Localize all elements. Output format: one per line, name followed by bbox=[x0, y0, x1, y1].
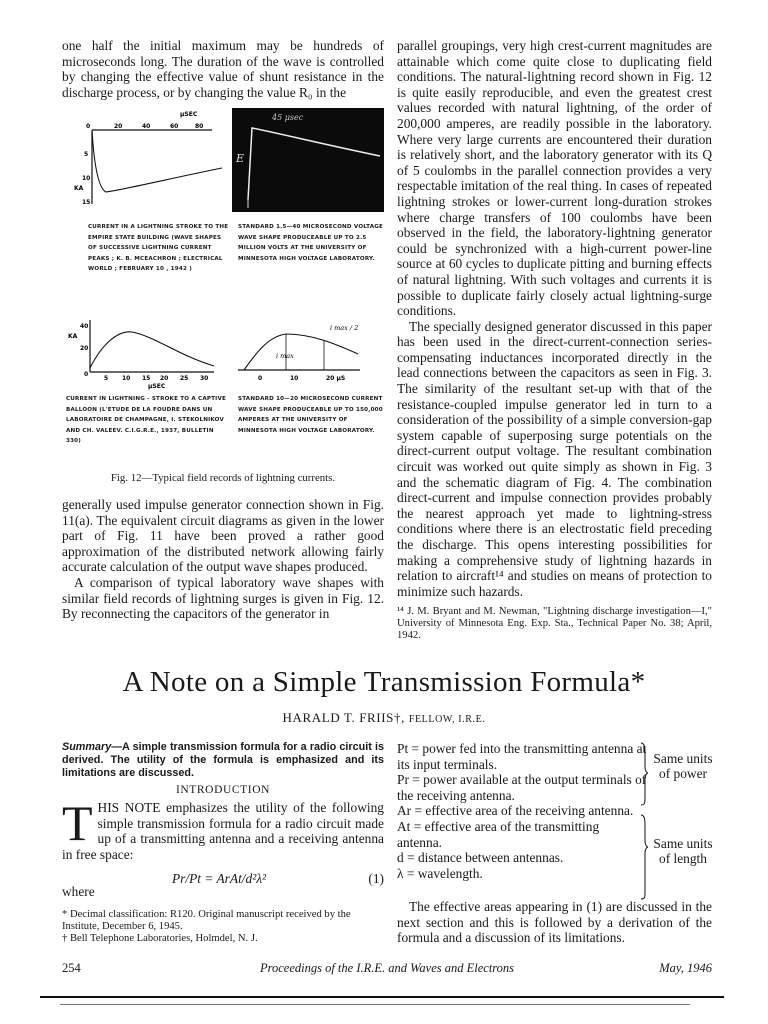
brace-power: Same units of power bbox=[653, 751, 713, 781]
paragraph: A comparison of typical laboratory wave shapes with similar field records of lightning surges is given in Fig. 12. By reconnecting the capacitors of the generator in bbox=[62, 574, 384, 622]
tl-tick: 40 bbox=[142, 123, 151, 130]
br-xtick: 10 bbox=[290, 375, 299, 382]
footnote-star: * Decimal classification: R120. Original manuscript received by the Institute, December 6, 1945. bbox=[62, 909, 351, 932]
where-label: where bbox=[62, 884, 95, 899]
def-at: At = effective area of the transmitting antenna. bbox=[397, 818, 600, 850]
definitions bbox=[397, 741, 713, 881]
page-number: 254 bbox=[62, 961, 81, 975]
brace-length: Same units of length bbox=[653, 836, 713, 866]
left-column-bottom bbox=[62, 497, 384, 622]
plot-empire-state bbox=[74, 111, 222, 206]
br-imax: i max bbox=[276, 352, 294, 360]
bl-xtick: 20 bbox=[160, 375, 169, 382]
article-title: A Note on a Simple Transmission Formula* bbox=[122, 666, 646, 698]
bl-ytick: 0 bbox=[84, 371, 89, 378]
bl-xtick: 15 bbox=[142, 375, 151, 382]
intro-text: HIS NOTE emphasizes the utility of the following simple transmission formula for a radio circuit made up of a transmitting antenna and a receiving antenna in free space: bbox=[62, 800, 384, 862]
bl-ytick: 40 bbox=[80, 323, 89, 330]
tl-caption: CURRENT IN A LIGHTNING STROKE TO THE EMPIRE STATE BUILDING (WAVE SHAPES OF SUCCESSIVE LIGHTNING CURRENT PEAKS ; K. B. McEACHRON ; ELECTRICAL WORLD ; FEBRUARY 10 , 1942 ) bbox=[88, 224, 229, 273]
def-d: d = distance between antennas. bbox=[397, 850, 564, 866]
tr-top-text: 45 μsec bbox=[272, 113, 304, 122]
paragraph: one half the initial maximum may be hundreds of microseconds long. The duration of the wave is controlled by changing the effective value of shunt resistance in the discharge process, or by changing the value R₀ in the bbox=[62, 38, 384, 100]
br-xtick: 20 μS bbox=[326, 375, 346, 382]
tr-caption: STANDARD 1.5—40 MICROSECOND VOLTAGE WAVE SHAPE PRODUCEABLE UP TO 2.5 MILLION VOLTS AT THE UNIVERSITY OF MINNESOTA HIGH VOLTAGE LABORATORY. bbox=[238, 224, 384, 262]
bl-ytick: 20 bbox=[80, 345, 89, 352]
def-lambda: λ = wavelength. bbox=[397, 865, 483, 881]
footer-rule-thin bbox=[60, 1004, 690, 1005]
footer-rule bbox=[40, 996, 724, 998]
tl-ytick: 5 bbox=[84, 151, 89, 158]
br-imax2: i max / 2 bbox=[330, 324, 359, 332]
bl-xtick: 25 bbox=[180, 375, 189, 382]
footnote-14: ¹⁴ J. M. Bryant and M. Newman, "Lightning discharge investigation—I," University of Minnesota Eng. Exp. Sta., Technical Paper No. 38; April, 1942. bbox=[397, 606, 712, 641]
author-suffix: FELLOW, I.R.E. bbox=[408, 714, 486, 725]
figure-12 bbox=[62, 104, 384, 472]
paragraph: The specially designed generator discussed in this paper has been used in the direct-current-connection series-compensating inductances incorporated directly in the lead connections between the capacitors as seen in Fig. 3. The similarity of the resultant set-up with that of the resistance-coupled impulse generator led in turn to a consideration of the possibility of a simple conversion-gap system capable of superposing surge potentials on the direct-current output voltage. The resultant combination circuit was worked out quite simply as shown in Fig. 3 and the schematic diagram of Fig. 4. The combination direct-current and impulse connection provides probably the nearest approach yet made to lightning-stress conditions where there is an electrostatic field preceding the discharge. This opens interesting possibilities for making a comprehensive study of lightning hazards in relation to aircraft¹⁴ and studies on means of protection to minimize such hazards. bbox=[397, 318, 712, 599]
def-pt: Pt = power fed into the transmitting antenna at its input terminals. bbox=[397, 741, 647, 772]
summary bbox=[62, 741, 384, 780]
paragraph: generally used impulse generator connection shown in Fig. 11(a). The equivalent circuit diagrams as given in the lower part of Fig. 11 have been proved a rather good approximation of the distributed network allowing fairly accurate calculation of the output wave shapes produced. bbox=[62, 497, 384, 575]
article-author bbox=[0, 710, 768, 726]
summary-text: —A simple transmission formula for a radio circuit is derived. The utility of the formula is emphasized and its limitations are discussed. bbox=[62, 741, 384, 779]
intro-paragraph bbox=[62, 795, 384, 862]
bl-unit: μSEC bbox=[148, 383, 166, 390]
tl-ka: KA bbox=[74, 185, 84, 192]
issue-date: May, 1946 bbox=[659, 961, 712, 975]
summary-label: Summary bbox=[62, 741, 112, 753]
tl-tick: 20 bbox=[114, 123, 123, 130]
drop-cap: T bbox=[62, 795, 93, 851]
footnote-dagger: † Bell Telephone Laboratories, Holmdel, N. J. bbox=[62, 933, 258, 944]
section-heading: INTRODUCTION bbox=[175, 784, 271, 796]
formula-number: (1) bbox=[368, 871, 384, 886]
left-column-top bbox=[62, 38, 384, 100]
footnotes bbox=[62, 909, 384, 945]
br-xtick: 0 bbox=[258, 375, 263, 382]
brace-lines bbox=[639, 741, 649, 901]
figure-caption: Fig. 12—Typical field records of lightning currents. bbox=[110, 472, 336, 484]
bl-ka: KA bbox=[68, 333, 78, 340]
tr-e-label: E bbox=[236, 152, 245, 165]
closing-paragraph bbox=[397, 899, 712, 946]
def-ar: Ar = effective area of the receiving antenna. bbox=[397, 803, 634, 819]
author-name: HARALD T. FRIIS†, bbox=[282, 710, 405, 725]
journal-name: Proceedings of the I.R.E. and Waves and Electrons bbox=[259, 961, 515, 975]
bl-xtick: 30 bbox=[200, 375, 209, 382]
bl-xtick: 10 bbox=[122, 375, 131, 382]
oscillogram-voltage bbox=[232, 108, 384, 212]
tl-tick: 0 bbox=[86, 123, 91, 130]
bl-caption: CURRENT IN LIGHTNING - STROKE TO A CAPTIVE BALLOON (L'ETUDE DE LA FOUDRE DANS UN LABORATOIRE DE CHAMPAGNE, I. STEKOLNIKOV AND CH. VALEEV. C.I.G.R.E., 1937, BULLETIN 330) bbox=[66, 396, 226, 445]
tl-tick: 80 bbox=[195, 123, 204, 130]
plot-current-wave bbox=[238, 324, 360, 382]
formula-text: Pr/Pt = ArAt/d²λ² bbox=[172, 871, 267, 886]
paragraph: parallel groupings, very high crest-current magnitudes are attainable which come quite close to duplicating field conditions. The natural-lightning record shown in Fig. 12 is quite easily reproducible, and even the greatest crest values recorded with natural lightning, of the order of 200,000 amperes, are readily possible in the laboratory. Where very large currents are encountered their duration is relatively short, and the laboratory generator with its Q of 5 coulombs in the parallel connection provides a very respectable imitation of the real thing. In cases of repeated lightning strokes or lower-current long-duration strokes where charge transfers of 100 coulombs have been observed in the field, the laboratory-lightning generator could be synchronized with a high-current power-line source at 60 cycles to duplicate pitting and burning effects of natural lightning. With such voltages and currents it is possible to duplicate fairly closely actual lightning-surge conditions. bbox=[397, 38, 712, 319]
br-caption: STANDARD 10—20 MICROSECOND CURRENT WAVE SHAPE PRODUCEABLE UP TO 150,000 AMPERES AT THE UNIVERSITY OF MINNESOTA HIGH VOLTAGE LABORATORY. bbox=[238, 396, 383, 434]
tl-unit: μSEC bbox=[180, 111, 198, 118]
closing-text: The effective areas appearing in (1) are discussed in the next section and this is followed by a derivation of the formula and a discussion of its limitations. bbox=[397, 899, 712, 946]
tl-ytick: 10 bbox=[82, 175, 91, 182]
plot-captive-balloon bbox=[68, 320, 214, 390]
tl-tick: 60 bbox=[170, 123, 179, 130]
def-pr: Pr = power available at the output terminals of the receiving antenna. bbox=[397, 772, 647, 803]
bl-xtick: 5 bbox=[104, 375, 109, 382]
right-column bbox=[397, 38, 712, 599]
tl-ytick: 15 bbox=[82, 199, 91, 206]
